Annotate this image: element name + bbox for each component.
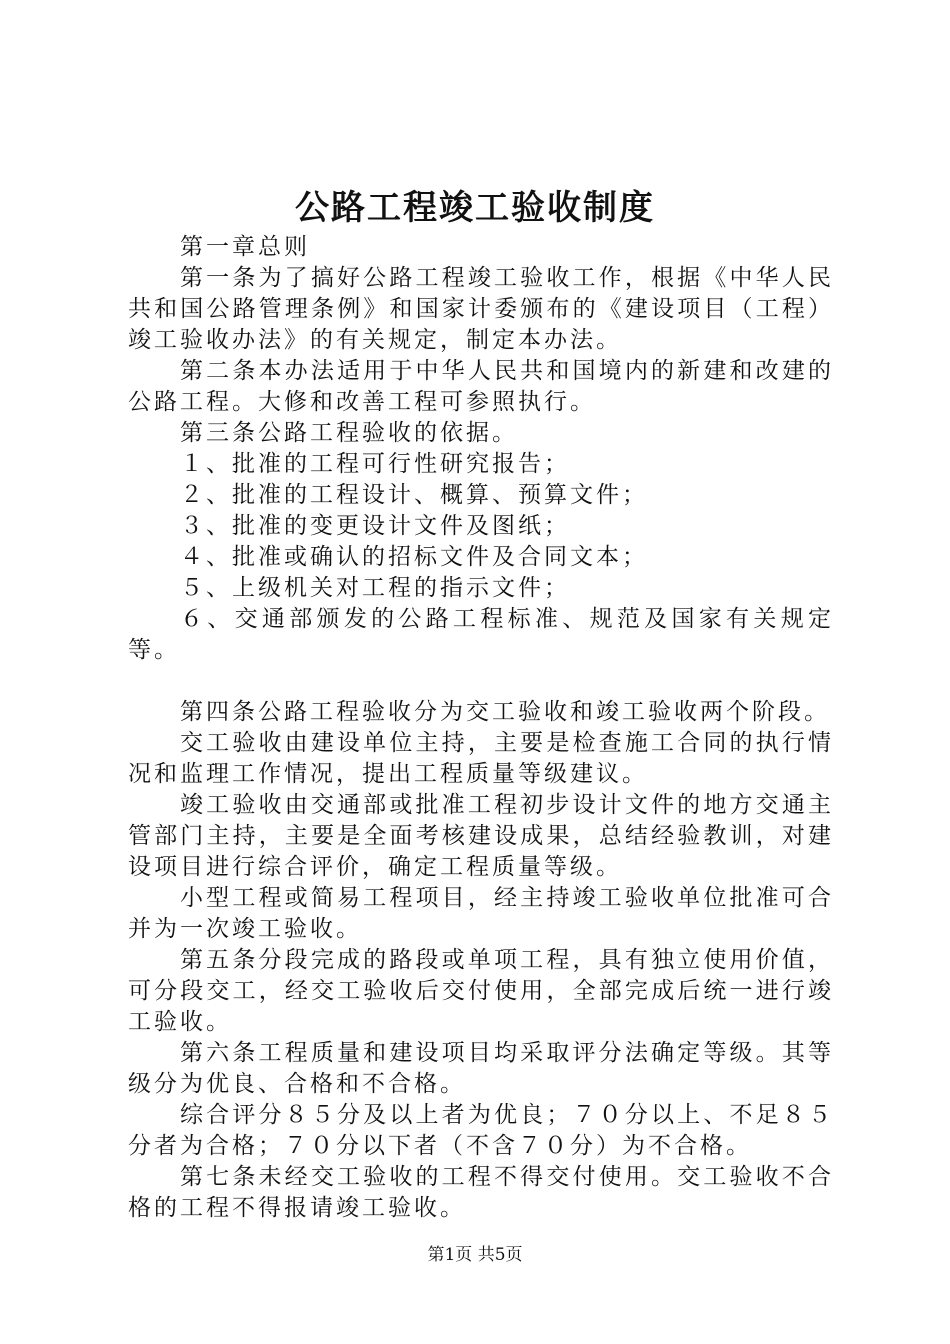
article-1: 第一条为了搞好公路工程竣工验收工作，根据《中华人民共和国公路管理条例》和国家计委颁布的《建设项目（工程）竣工验收办法》的有关规定，制定本办法。 xyxy=(128,265,834,353)
article-2: 第二条本办法适用于中华人民共和国境内的新建和改建的公路工程。大修和改善工程可参照执行。 xyxy=(128,358,834,415)
article-7: 第七条未经交工验收的工程不得交付使用。交工验收不合格的工程不得报请竣工验收。 xyxy=(128,1164,834,1221)
document-body xyxy=(128,232,834,1224)
article-5: 第五条分段完成的路段或单项工程，具有独立使用价值，可分段交工，经交工验收后交付使用，全部完成后统一进行竣工验收。 xyxy=(128,947,834,1035)
article-4: 第四条公路工程验收分为交工验收和竣工验收两个阶段。 xyxy=(180,699,830,725)
article-4-small-projects: 小型工程或简易工程项目，经主持竣工验收单位批准可合并为一次竣工验收。 xyxy=(128,885,834,942)
basis-item-3: ３、批准的变更设计文件及图纸； xyxy=(180,513,570,539)
basis-item-4: ４、批准或确认的招标文件及合同文本； xyxy=(180,544,648,570)
article-4-completion: 竣工验收由交通部或批准工程初步设计文件的地方交通主管部门主持，主要是全面考核建设成果，总结经验教训，对建设项目进行综合评价，确定工程质量等级。 xyxy=(128,792,834,880)
article-3: 第三条公路工程验收的依据。 xyxy=(180,420,518,446)
basis-item-5: ５、上级机关对工程的指示文件； xyxy=(180,575,570,601)
chapter-heading: 第一章总则 xyxy=(180,234,310,260)
basis-item-6: ６、交通部颁发的公路工程标准、规范及国家有关规定等。 xyxy=(128,606,834,663)
article-4-handover: 交工验收由建设单位主持，主要是检查施工合同的执行情况和监理工作情况，提出工程质量等级建议。 xyxy=(128,730,834,787)
document-title: 公路工程竣工验收制度 xyxy=(295,188,655,228)
article-6-scoring: 综合评分８５分及以上者为优良；７０分以上、不足８５分者为合格；７０分以下者（不含７０分）为不合格。 xyxy=(128,1102,834,1159)
basis-item-1: １、批准的工程可行性研究报告； xyxy=(180,451,570,477)
basis-item-2: ２、批准的工程设计、概算、预算文件； xyxy=(180,482,648,508)
article-6: 第六条工程质量和建设项目均采取评分法确定等级。其等级分为优良、合格和不合格。 xyxy=(128,1040,834,1097)
page-number-footer: 第1页 共5页 xyxy=(427,1245,523,1265)
